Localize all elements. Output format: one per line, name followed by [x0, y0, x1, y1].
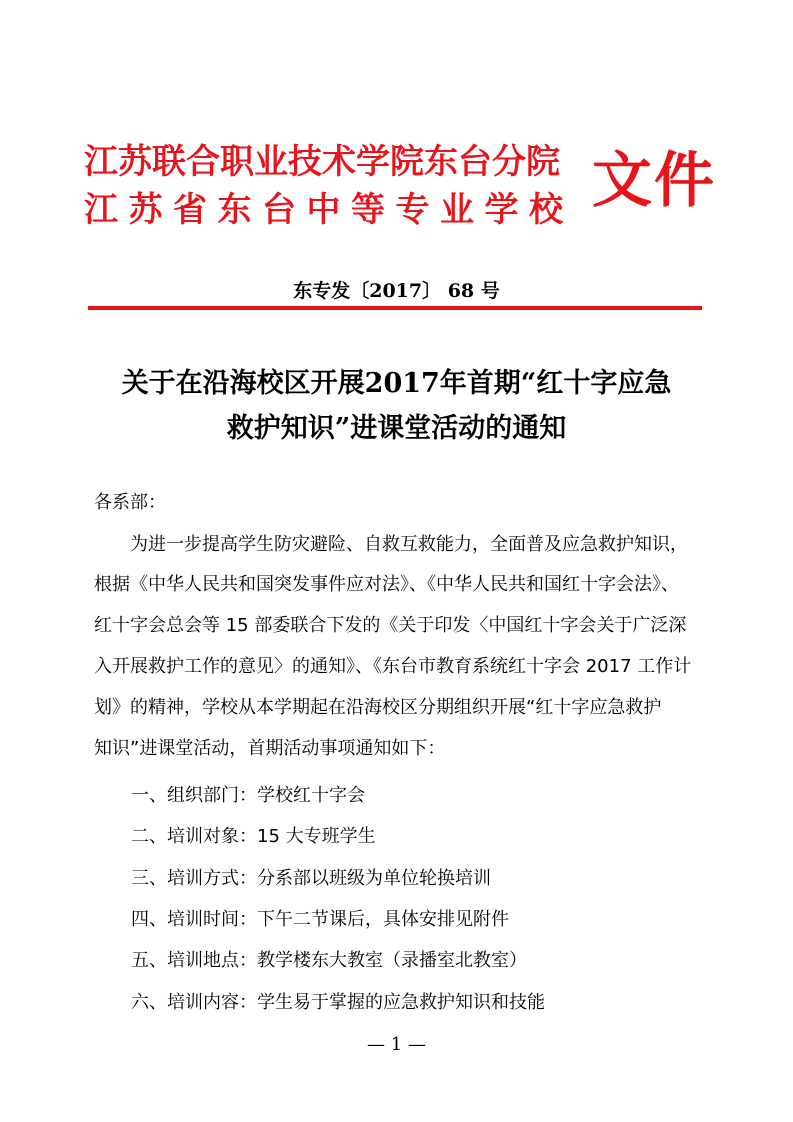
list-item: 三、培训方式：分系部以班级为单位轮换培训: [131, 868, 491, 889]
paragraph-line: 红十字会总会等 15 部委联合下发的《关于印发〈中国红十字会关于广泛深: [94, 615, 687, 636]
paragraph-line: 入开展救护工作的意见〉的通知》、《东台市教育系统红十字会 2017 工作计: [94, 656, 692, 677]
issuer-name-line-1: 江苏联合职业技术学院东台分院: [84, 142, 560, 182]
list-item: 六、培训内容：学生易于掌握的应急救护知识和技能: [131, 992, 545, 1013]
paragraph-line: 为进一步提高学生防灾避险、自救互救能力，全面普及应急救护知识，: [130, 534, 688, 555]
document-number: 东专发〔2017〕 68 号: [293, 280, 500, 302]
list-item: 四、培训时间：下午二节课后，具体安排见附件: [131, 909, 509, 930]
list-item: 五、培训地点：教学楼东大教室（录播室北教室）: [131, 950, 527, 971]
salutation: 各系部：: [94, 492, 166, 513]
list-item: 二、培训对象：15 大专班学生: [131, 826, 376, 847]
notice-title-line-2: 救护知识”进课堂活动的通知: [226, 413, 567, 444]
paragraph-line: 根据《中华人民共和国突发事件应对法》、《中华人民共和国红十字会法》、: [94, 574, 679, 595]
paragraph-line: 知识”进课堂活动，首期活动事项通知如下：: [94, 738, 446, 759]
document-word-heading: 文件: [592, 146, 716, 216]
page-number: — 1 —: [367, 1034, 426, 1055]
notice-title-line-1: 关于在沿海校区开展2017年首期“红十字应急: [121, 368, 672, 399]
red-divider-line: [88, 306, 702, 310]
issuer-name-line-2: 江苏省东台中等专业学校: [84, 190, 574, 230]
paragraph-line: 划》的精神，学校从本学期起在沿海校区分期组织开展“红十字应急救护: [94, 697, 662, 718]
list-item: 一、组织部门：学校红十字会: [131, 785, 365, 806]
